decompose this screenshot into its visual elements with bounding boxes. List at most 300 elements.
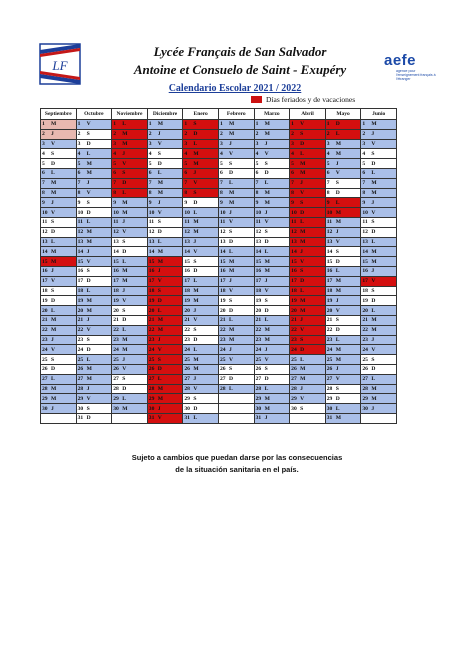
- weekday-letter: M: [157, 121, 164, 128]
- day-row: [41, 306, 397, 316]
- weekday-letter: S: [157, 219, 161, 226]
- weekday-letter: V: [86, 121, 91, 128]
- day-number: 23: [77, 336, 84, 343]
- weekday-letter: M: [264, 131, 270, 138]
- weekday-letter: M: [228, 189, 235, 196]
- day-number: 6: [219, 170, 223, 177]
- day-cell: [325, 286, 361, 296]
- day-cell: [112, 139, 148, 149]
- weekday-letter: L: [371, 376, 376, 383]
- day-cell: [183, 247, 219, 257]
- weekday-letter: V: [264, 219, 269, 226]
- day-cell: [218, 168, 254, 178]
- weekday-letter: M: [228, 268, 235, 275]
- day-cell: [76, 188, 112, 198]
- day-cell: [325, 188, 361, 198]
- day-cell: [76, 247, 112, 257]
- day-number: 25: [148, 356, 155, 363]
- weekday-letter: S: [371, 287, 375, 294]
- day-number: 23: [291, 336, 297, 343]
- day-number: 25: [219, 356, 226, 363]
- weekday-letter: D: [86, 346, 91, 353]
- day-cell: [218, 237, 254, 247]
- day-number: 21: [42, 317, 48, 324]
- aefe-word: aefe: [384, 52, 417, 69]
- weekday-letter: S: [335, 317, 339, 324]
- month-header-mayo: Mayo: [325, 109, 361, 120]
- day-cell: [361, 355, 397, 365]
- weekday-letter: V: [157, 140, 162, 147]
- day-number: 14: [148, 248, 155, 255]
- weekday-letter: L: [335, 268, 340, 275]
- weekday-letter: V: [300, 189, 305, 196]
- day-number: 18: [42, 287, 48, 294]
- day-cell: [112, 188, 148, 198]
- school-name-line1: Lycée Français de San Salvador: [153, 44, 327, 59]
- day-number: 23: [148, 336, 155, 343]
- day-number: 10: [362, 209, 368, 216]
- weekday-letter: J: [193, 376, 197, 383]
- weekday-letter: L: [86, 356, 91, 363]
- day-cell: [112, 296, 148, 306]
- weekday-letter: D: [193, 268, 198, 275]
- day-row: [41, 139, 397, 149]
- day-cell: [254, 129, 290, 139]
- day-number: 19: [362, 297, 368, 304]
- day-cell: [325, 257, 361, 267]
- day-cell: [112, 276, 148, 286]
- weekday-letter: M: [51, 180, 57, 187]
- day-number: 26: [77, 366, 84, 373]
- day-cell: [147, 345, 183, 355]
- day-cell: [147, 286, 183, 296]
- day-row: [41, 374, 397, 384]
- day-cell: [218, 120, 254, 130]
- day-cell: [183, 217, 219, 227]
- weekday-letter: L: [193, 346, 198, 353]
- weekday-letter: S: [51, 219, 55, 226]
- weekday-letter: V: [335, 238, 340, 245]
- weekday-letter: J: [264, 140, 268, 147]
- day-number: 3: [219, 140, 223, 147]
- day-cell: [361, 306, 397, 316]
- weekday-letter: M: [86, 297, 92, 304]
- weekday-letter: J: [86, 385, 90, 392]
- weekday-letter: L: [122, 189, 126, 196]
- weekday-letter: D: [264, 307, 269, 314]
- day-cell: [325, 276, 361, 286]
- day-number: 10: [77, 209, 84, 216]
- day-number: 4: [362, 150, 366, 157]
- day-number: 16: [113, 268, 119, 275]
- day-cell: [147, 394, 183, 404]
- day-number: 22: [184, 327, 190, 334]
- day-number: 25: [291, 356, 297, 363]
- day-cell: [76, 198, 112, 208]
- weekday-letter: M: [264, 327, 270, 334]
- weekday-letter: M: [335, 346, 342, 353]
- day-row: [41, 227, 397, 237]
- day-number: 14: [255, 248, 262, 255]
- weekday-letter: D: [86, 415, 91, 422]
- day-number: 8: [184, 189, 188, 196]
- day-row: [41, 247, 397, 257]
- weekday-letter: M: [335, 278, 342, 285]
- day-cell: [218, 159, 254, 169]
- weekday-letter: D: [157, 366, 162, 373]
- day-number: 10: [148, 209, 155, 216]
- day-cell: [147, 413, 183, 423]
- day-cell: [361, 374, 397, 384]
- day-cell: [147, 257, 183, 267]
- day-cell: [361, 178, 397, 188]
- day-cell: [290, 217, 326, 227]
- day-number: 4: [255, 150, 259, 157]
- day-number: 12: [148, 229, 155, 236]
- day-number: 18: [362, 287, 368, 294]
- day-cell: [76, 217, 112, 227]
- day-number: 16: [219, 268, 226, 275]
- weekday-letter: D: [86, 209, 91, 216]
- weekday-letter: V: [264, 356, 269, 363]
- day-number: 15: [291, 258, 297, 265]
- day-row: [41, 266, 397, 276]
- day-cell: [254, 306, 290, 316]
- weekday-letter: V: [228, 356, 234, 363]
- day-cell: [112, 237, 148, 247]
- day-cell: [361, 129, 397, 139]
- day-number: 22: [148, 327, 155, 334]
- weekday-letter: V: [51, 278, 56, 285]
- day-cell: [41, 335, 77, 345]
- weekday-letter: M: [193, 297, 199, 304]
- weekday-letter: D: [193, 405, 198, 412]
- legend-label: Días feriados y de vacaciones: [266, 95, 356, 104]
- day-number: 7: [291, 180, 294, 187]
- weekday-letter: D: [228, 307, 234, 314]
- day-cell: [361, 247, 397, 257]
- day-number: 20: [42, 307, 48, 314]
- day-cell: [41, 355, 77, 365]
- day-cell: [147, 276, 183, 286]
- weekday-letter: S: [122, 307, 126, 314]
- day-row: [41, 120, 397, 130]
- weekday-letter: L: [335, 336, 340, 343]
- day-number: 10: [113, 209, 119, 216]
- weekday-letter: L: [157, 376, 162, 383]
- weekday-letter: M: [335, 287, 342, 294]
- weekday-letter: D: [193, 131, 198, 138]
- day-number: 17: [113, 278, 119, 285]
- day-number: 2: [291, 131, 294, 138]
- day-number: 19: [148, 297, 155, 304]
- weekday-letter: L: [228, 385, 233, 392]
- weekday-letter: D: [371, 229, 376, 236]
- weekday-letter: V: [86, 258, 91, 265]
- day-number: 23: [219, 336, 226, 343]
- day-number: 29: [255, 395, 262, 402]
- weekday-letter: J: [122, 287, 125, 294]
- day-cell: [218, 374, 254, 384]
- day-cell: [254, 355, 290, 365]
- day-cell: [218, 325, 254, 335]
- day-number: 13: [148, 238, 155, 245]
- day-cell: [254, 296, 290, 306]
- day-cell: [147, 325, 183, 335]
- weekday-letter: V: [122, 297, 127, 304]
- month-header-septiembre: Septiembre: [41, 109, 77, 120]
- day-cell: [147, 208, 183, 218]
- day-cell: [361, 384, 397, 394]
- day-cell: [290, 345, 326, 355]
- day-cell: [254, 315, 290, 325]
- day-cell: [254, 345, 290, 355]
- day-number: 24: [113, 346, 119, 353]
- day-cell: [147, 296, 183, 306]
- weekday-letter: M: [371, 258, 377, 265]
- day-cell: [147, 315, 183, 325]
- day-cell: [290, 286, 326, 296]
- day-cell: [218, 345, 254, 355]
- day-number: 7: [113, 180, 116, 187]
- weekday-letter: L: [193, 140, 198, 147]
- day-number: 24: [148, 346, 155, 353]
- weekday-letter: J: [86, 248, 90, 255]
- day-cell: [41, 384, 77, 394]
- day-cell: [361, 227, 397, 237]
- day-cell: [41, 217, 77, 227]
- weekday-letter: J: [157, 405, 161, 412]
- day-cell: [112, 178, 148, 188]
- day-number: 27: [42, 376, 48, 383]
- day-number: 6: [255, 170, 259, 177]
- day-number: 28: [42, 385, 48, 392]
- weekday-letter: M: [228, 199, 235, 206]
- day-cell: [325, 198, 361, 208]
- day-cell: [254, 266, 290, 276]
- day-cell: [76, 159, 112, 169]
- day-number: 18: [219, 287, 226, 294]
- day-cell: [183, 159, 219, 169]
- weekday-letter: S: [157, 287, 161, 294]
- day-number: 30: [291, 405, 297, 412]
- day-number: 24: [362, 346, 368, 353]
- day-cell: [76, 306, 112, 316]
- weekday-letter: M: [193, 287, 199, 294]
- weekday-letter: V: [193, 180, 198, 187]
- day-number: 20: [326, 307, 333, 314]
- day-cell: [183, 198, 219, 208]
- day-number: 2: [184, 131, 188, 138]
- day-number: 30: [113, 405, 119, 412]
- day-number: 3: [148, 140, 152, 147]
- day-cell: [218, 266, 254, 276]
- day-number: 20: [77, 307, 84, 314]
- day-number: 27: [219, 376, 226, 383]
- day-number: 13: [42, 238, 48, 245]
- day-row: [41, 198, 397, 208]
- weekday-letter: L: [157, 170, 162, 177]
- day-cell: [218, 217, 254, 227]
- day-number: 1: [291, 121, 294, 128]
- weekday-letter: D: [264, 376, 269, 383]
- empty-cell: [218, 413, 254, 423]
- day-number: 12: [113, 229, 119, 236]
- day-number: 17: [255, 278, 262, 285]
- day-cell: [112, 168, 148, 178]
- month-header-octubre: Octubre: [76, 109, 112, 120]
- day-cell: [218, 384, 254, 394]
- day-number: 5: [113, 160, 116, 167]
- day-cell: [325, 296, 361, 306]
- weekday-letter: L: [371, 307, 376, 314]
- day-number: 26: [255, 366, 262, 373]
- day-number: 4: [184, 150, 188, 157]
- day-cell: [76, 325, 112, 335]
- day-number: 21: [184, 317, 190, 324]
- day-cell: [218, 188, 254, 198]
- month-header-abril: Abril: [290, 109, 326, 120]
- note-line-2: de la situación sanitaria en el país.: [175, 465, 299, 474]
- weekday-letter: S: [300, 199, 304, 206]
- weekday-letter: V: [335, 307, 340, 314]
- month-header-diciembre: Diciembre: [147, 109, 183, 120]
- weekday-letter: D: [335, 258, 340, 265]
- day-number: 7: [326, 180, 330, 187]
- day-number: 25: [113, 356, 119, 363]
- day-number: 2: [362, 131, 366, 138]
- weekday-letter: S: [228, 229, 233, 236]
- day-cell: [325, 208, 361, 218]
- day-cell: [76, 178, 112, 188]
- day-cell: [254, 227, 290, 237]
- weekday-letter: L: [193, 209, 198, 216]
- day-number: 30: [77, 405, 84, 412]
- weekday-letter: M: [51, 189, 57, 196]
- day-number: 12: [77, 229, 84, 236]
- day-row: [41, 286, 397, 296]
- weekday-letter: V: [193, 317, 198, 324]
- day-number: 13: [77, 238, 84, 245]
- day-cell: [218, 198, 254, 208]
- day-number: 3: [184, 140, 188, 147]
- day-number: 7: [362, 180, 366, 187]
- day-number: 11: [291, 219, 297, 226]
- day-cell: [112, 247, 148, 257]
- day-cell: [325, 306, 361, 316]
- school-logo: [38, 42, 82, 86]
- day-cell: [76, 384, 112, 394]
- weekday-letter: M: [157, 327, 164, 334]
- day-cell: [218, 139, 254, 149]
- day-number: 29: [326, 395, 333, 402]
- day-cell: [112, 315, 148, 325]
- day-number: 27: [255, 376, 262, 383]
- day-number: 25: [77, 356, 84, 363]
- day-number: 4: [42, 150, 45, 157]
- day-number: 5: [77, 160, 81, 167]
- day-cell: [147, 129, 183, 139]
- weekday-letter: V: [228, 287, 234, 294]
- day-cell: [254, 168, 290, 178]
- weekday-letter: V: [300, 121, 305, 128]
- day-number: 14: [291, 248, 297, 255]
- day-cell: [112, 266, 148, 276]
- weekday-letter: S: [300, 336, 304, 343]
- weekday-letter: M: [300, 170, 306, 177]
- day-number: 2: [255, 131, 259, 138]
- weekday-letter: V: [371, 346, 376, 353]
- day-number: 28: [362, 385, 368, 392]
- day-cell: [183, 315, 219, 325]
- day-cell: [147, 120, 183, 130]
- day-cell: [147, 217, 183, 227]
- weekday-letter: M: [122, 278, 128, 285]
- day-cell: [325, 247, 361, 257]
- day-cell: [290, 129, 326, 139]
- weekday-letter: J: [157, 336, 161, 343]
- weekday-letter: M: [371, 317, 377, 324]
- day-number: 21: [362, 317, 368, 324]
- day-number: 23: [362, 336, 368, 343]
- day-number: 12: [42, 229, 48, 236]
- day-cell: [290, 257, 326, 267]
- weekday-letter: S: [86, 336, 90, 343]
- aefe-logo: [384, 52, 444, 82]
- day-number: 8: [326, 189, 330, 196]
- day-cell: [361, 139, 397, 149]
- day-number: 29: [362, 395, 368, 402]
- day-number: 8: [113, 189, 116, 196]
- day-number: 28: [255, 385, 262, 392]
- day-number: 17: [148, 278, 155, 285]
- day-cell: [183, 384, 219, 394]
- day-cell: [147, 178, 183, 188]
- day-cell: [147, 168, 183, 178]
- weekday-letter: J: [228, 278, 232, 285]
- day-number: 29: [148, 395, 155, 402]
- day-number: 24: [42, 346, 48, 353]
- day-number: 18: [255, 287, 262, 294]
- day-cell: [218, 355, 254, 365]
- day-number: 26: [113, 366, 119, 373]
- weekday-letter: V: [371, 209, 376, 216]
- day-number: 10: [326, 209, 333, 216]
- weekday-letter: V: [51, 209, 56, 216]
- day-number: 12: [362, 229, 368, 236]
- weekday-letter: J: [300, 248, 303, 255]
- day-number: 5: [326, 160, 330, 167]
- weekday-letter: S: [157, 150, 161, 157]
- day-number: 20: [291, 307, 297, 314]
- day-number: 9: [77, 199, 81, 206]
- day-number: 15: [255, 258, 262, 265]
- weekday-letter: S: [122, 170, 126, 177]
- day-number: 6: [184, 170, 188, 177]
- weekday-letter: D: [264, 238, 269, 245]
- weekday-letter: M: [122, 405, 128, 412]
- day-cell: [290, 394, 326, 404]
- day-cell: [290, 149, 326, 159]
- day-cell: [254, 276, 290, 286]
- day-number: 22: [255, 327, 262, 334]
- day-cell: [41, 159, 77, 169]
- day-number: 21: [291, 317, 297, 324]
- weekday-letter: V: [228, 219, 234, 226]
- weekday-letter: V: [51, 140, 56, 147]
- day-number: 13: [113, 238, 119, 245]
- day-number: 24: [255, 346, 262, 353]
